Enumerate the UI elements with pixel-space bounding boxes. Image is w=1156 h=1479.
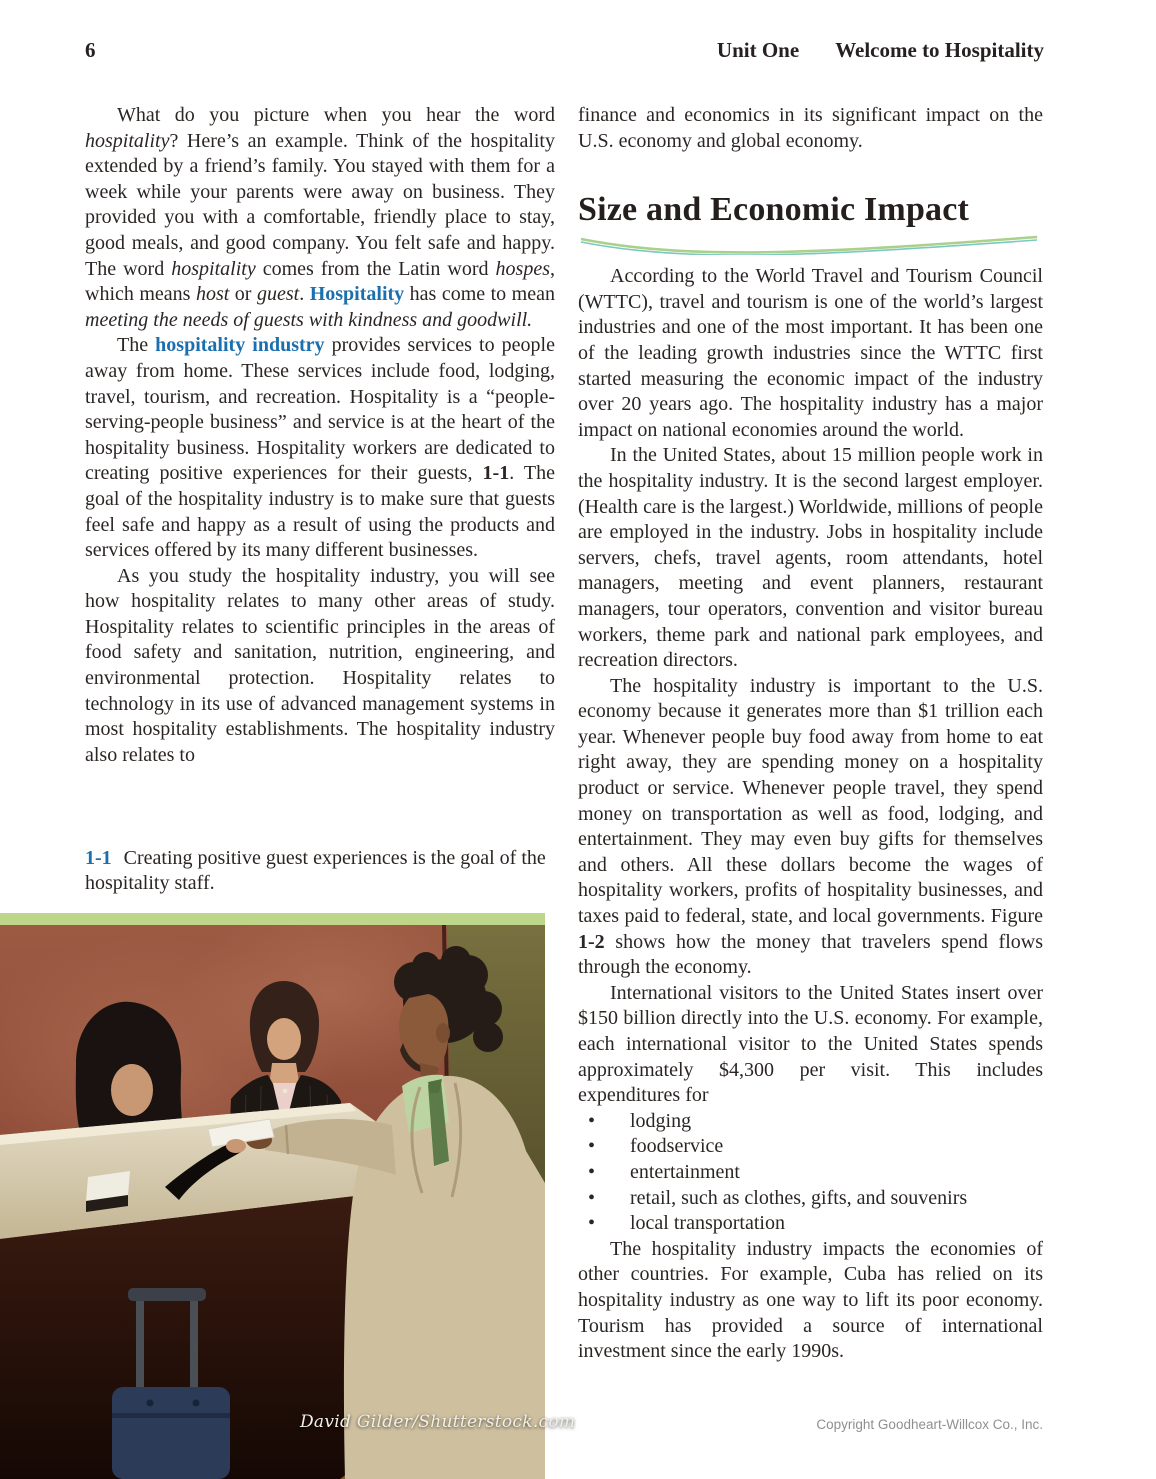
figure-1-1-photo (0, 913, 576, 1479)
bullet-item: • retail, such as clothes, gifts, and souvenirs (578, 1186, 1043, 1212)
figure-caption-text: Creating positive guest experiences is the goal of the hospitality staff. (85, 847, 546, 895)
running-head-title: Welcome to Hospitality (835, 38, 1044, 62)
page-number: 6 (85, 38, 96, 62)
figure-caption-number: 1-1 (85, 847, 112, 869)
bullet-item: • foodservice (578, 1134, 1043, 1160)
left-column (85, 103, 555, 768)
paragraph: In the United States, about 15 million people work in the hospitality industry. It is the second largest employer. (Health care is the largest.) Worldwide, millions of people are employed in the industry. Jobs in hospitality include servers, chefs, travel agents, room attendants, hotel managers, meeting and event planners, restaurant managers, tour operators, convention and visitor bureau workers, theme park and national park employees, and recreation directors. (578, 444, 1043, 672)
expenditure-list (578, 1109, 1043, 1237)
paragraph: International visitors to the United States insert over $150 billion directly into the U.S. economy. For example, each international visitor to the United States spends approximately $4,300 per visit. This includes expenditures for (578, 981, 1043, 1107)
running-head-unit: Unit One (716, 38, 800, 62)
copyright-line: Copyright Goodheart-Willcox Co., Inc. (816, 1417, 1043, 1432)
counter-card (86, 1171, 130, 1212)
paragraph: finance and economics in its significant impact on the U.S. economy and global economy. (578, 104, 1043, 152)
continuation-text (578, 103, 1043, 154)
section-paragraphs (578, 264, 1043, 1109)
running-head (717, 38, 1044, 63)
paragraph: What do you picture when you hear the word hospitality? Here’s an example. Think of the hospitality extended by a friend’s family. You stayed with them for a week while your parents were away on business. They provided you with a comfortable, friendly place to stay, good meals, and good company. You felt safe and happy. The word hospitality comes from the Latin word hospes, which means host or guest. Hospitality has come to mean meeting the needs of guests with kindness and goodwill. (85, 104, 555, 331)
right-column (578, 103, 1043, 1365)
bullet-item: • local transportation (578, 1211, 1043, 1237)
section-heading: Size and Economic Impact (578, 191, 970, 229)
paragraph: According to the World Travel and Tourism Council (WTTC), travel and tourism is one of the world’s largest industries and one of the most important. It has been one of the leading growth industries since the WTTC first started measuring the economic impact of the industry over 20 years ago. The hospitality industry has a major impact on national economies around the world. (578, 265, 1043, 441)
photo-credit: David Gilder/Shutterstock.com (300, 1412, 576, 1432)
paragraph: The hospitality industry impacts the economies of other countries. For example, Cuba has relied on its hospitality industry as one way to lift its poor economy. Tourism has provided a source of international investment since the early 1990s. (578, 1237, 1043, 1363)
paragraph: The hospitality industry is important to the U.S. economy because it generates more than $1 trillion each year. Whenever people buy food away from home to eat right away, they are spending money on a hospitality product or service. Whenever people travel, they spend money on transportation as well as food, lodging, and entertainment. They may even buy gifts for themselves and others. All these dollars become the wages of hospitality workers, profits of hospitality businesses, and taxes paid to federal, state, and local governments. Figure 1-2 shows how the money that travelers spend flows through the economy. (578, 674, 1043, 979)
reception-photo-illustration (0, 925, 545, 1479)
bullet-item: • lodging (578, 1109, 1043, 1135)
heading-underline-swoosh (578, 233, 1040, 255)
closing-paragraph (578, 1237, 1043, 1365)
paragraph: The hospitality industry provides services to people away from home. These services include food, lodging, travel, tourism, and recreation. Hospitality is a “people-serving-people business” and service is at the heart of the hospitality business. Hospitality workers are dedicated to creating positive experiences for their guests, 1-1. The goal of the hospitality industry is to make sure that guests feel safe and happy as a result of using the products and services offered by its many different businesses. (85, 334, 556, 562)
paragraph: As you study the hospitality industry, you will see how hospitality relates to many other areas of study. Hospitality relates to scientific principles in the areas of food safety and sanitation, nutrition, engineering, and environmental protection. Hospitality relates to technology in its use of advanced management systems in most hospitality establishments. The hospitality industry also relates to (85, 564, 555, 766)
receptionist-hand (226, 1139, 246, 1153)
figure-caption (85, 846, 555, 897)
bullet-item: • entertainment (578, 1160, 1043, 1186)
